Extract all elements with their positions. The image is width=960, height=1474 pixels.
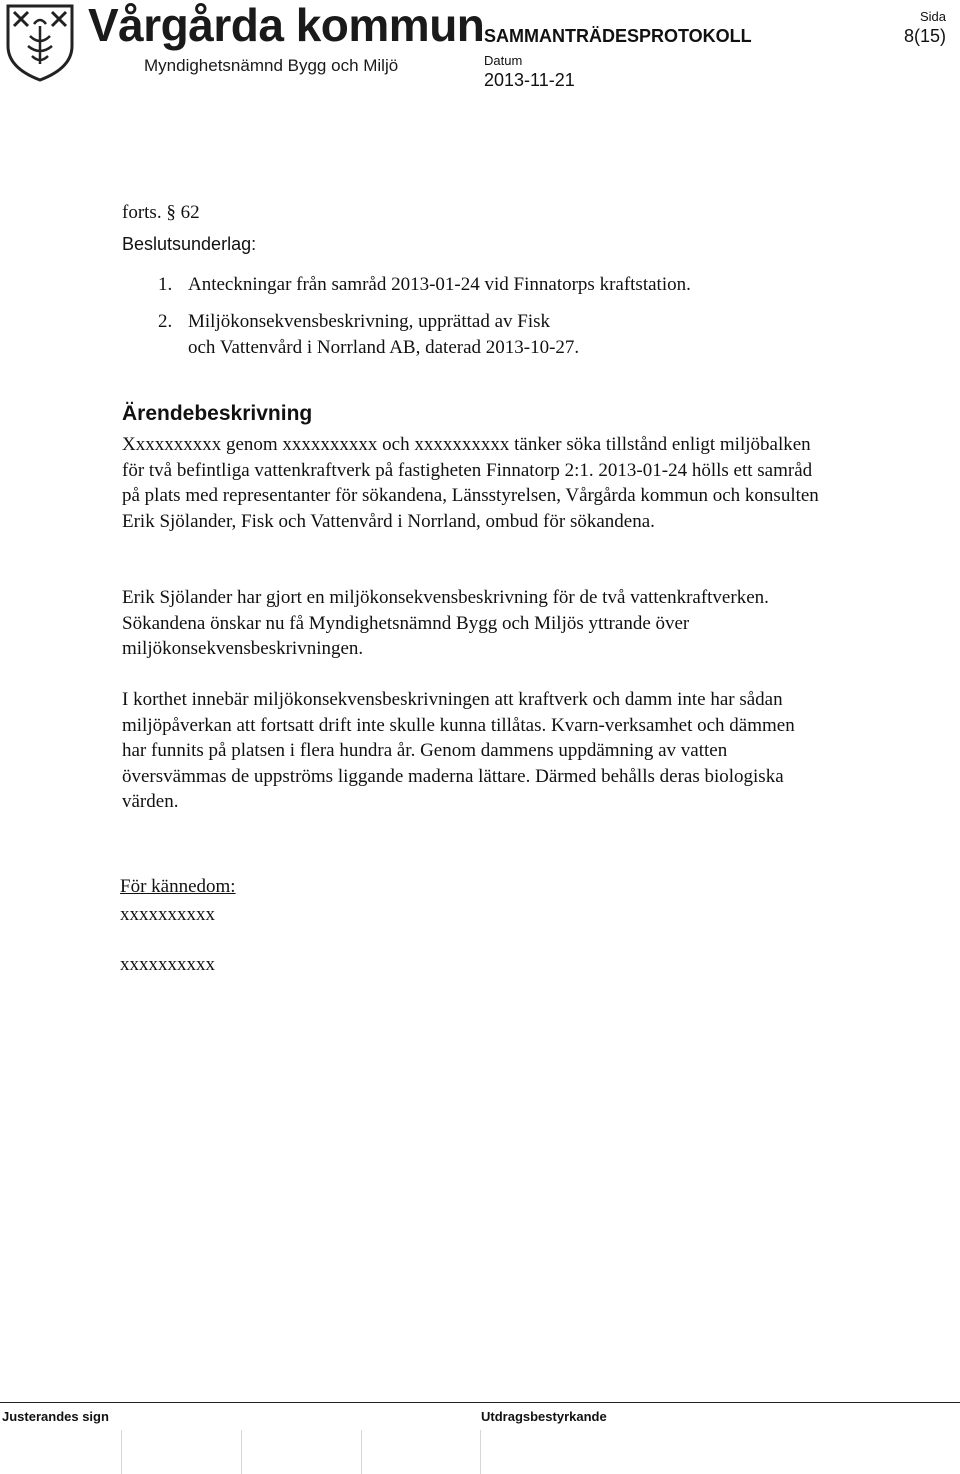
list-item-text: Anteckningar från samråd 2013-01-24 vid Finnatorps kraftstation. (188, 274, 691, 295)
date-label: Datum (484, 53, 523, 68)
case-description-heading: Ärendebeskrivning (122, 402, 313, 425)
date-value: 2013-11-21 (484, 70, 575, 90)
list-item (158, 309, 579, 361)
list-item-number: 2. (158, 311, 173, 332)
board-name: Myndighetsnämnd Bygg och Miljö (144, 56, 399, 75)
list-item-text: Miljökonsekvensbeskrivning, upprättad av Fisk (188, 311, 551, 332)
paragraph: Xxxxxxxxxx genom xxxxxxxxxx och xxxxxxxxxx tänker söka tillstånd enligt miljöbalken för två befintliga vattenkraftverk på fastigheten Finnatorp 2:1. 2013-01-24 hölls ett samråd på plats med representanter för sökandena, Länsstyrelsen, Vårgårda kommun och konsulten Erik Sjölander, Fisk och Vattenvård i Norrland, ombud för sökandena. (122, 434, 819, 532)
decision-basis-heading: Beslutsunderlag: (122, 234, 257, 254)
section-continuation: forts. § 62 (122, 202, 200, 223)
for-information-label: För kännedom: (120, 876, 236, 897)
municipal-coat-of-arms-icon (4, 2, 76, 82)
extract-certification-label: Utdragsbestyrkande (481, 1409, 607, 1424)
paragraph: I korthet innebär miljökonsekvensbeskrivningen att kraftverk och damm inte har sådan miljöpåverkan att fortsatt drift inte skulle kunna tillåtas. Kvarn-verksamhet och dämmen har funnits på platsen i flera hundra år. Genom dammens uppdämning av vatten översvämmas de uppströms liggande maderna lättare. Därmed behålls deras biologiska värden. (122, 689, 795, 812)
municipality-name: Vårgårda kommun (88, 0, 485, 51)
adjusters-signature-label: Justerandes sign (2, 1409, 109, 1424)
list-item-text-continued: och Vattenvård i Norrland AB, daterad 2013-10-27. (188, 337, 580, 358)
list-item-number: 1. (158, 274, 173, 295)
signature-box-divider (241, 1430, 242, 1474)
footer-divider (0, 1402, 960, 1403)
signature-box-divider (480, 1430, 481, 1474)
page-number: 8(15) (903, 26, 946, 46)
signature-box-divider (121, 1430, 122, 1474)
recipient: xxxxxxxxxx (120, 904, 215, 925)
paragraph: Erik Sjölander har gjort en miljökonsekvensbeskrivning för de två vattenkraftverken. Sökandena önskar nu få Myndighetsnämnd Bygg och Miljös yttrande över miljökonsekvensbeskrivningen. (122, 587, 769, 659)
signature-box-divider (361, 1430, 362, 1474)
page-label: Sida (919, 9, 946, 24)
list-item (158, 272, 691, 298)
recipient: xxxxxxxxxx (120, 954, 215, 975)
document-type: SAMMANTRÄDESPROTOKOLL (484, 26, 752, 46)
